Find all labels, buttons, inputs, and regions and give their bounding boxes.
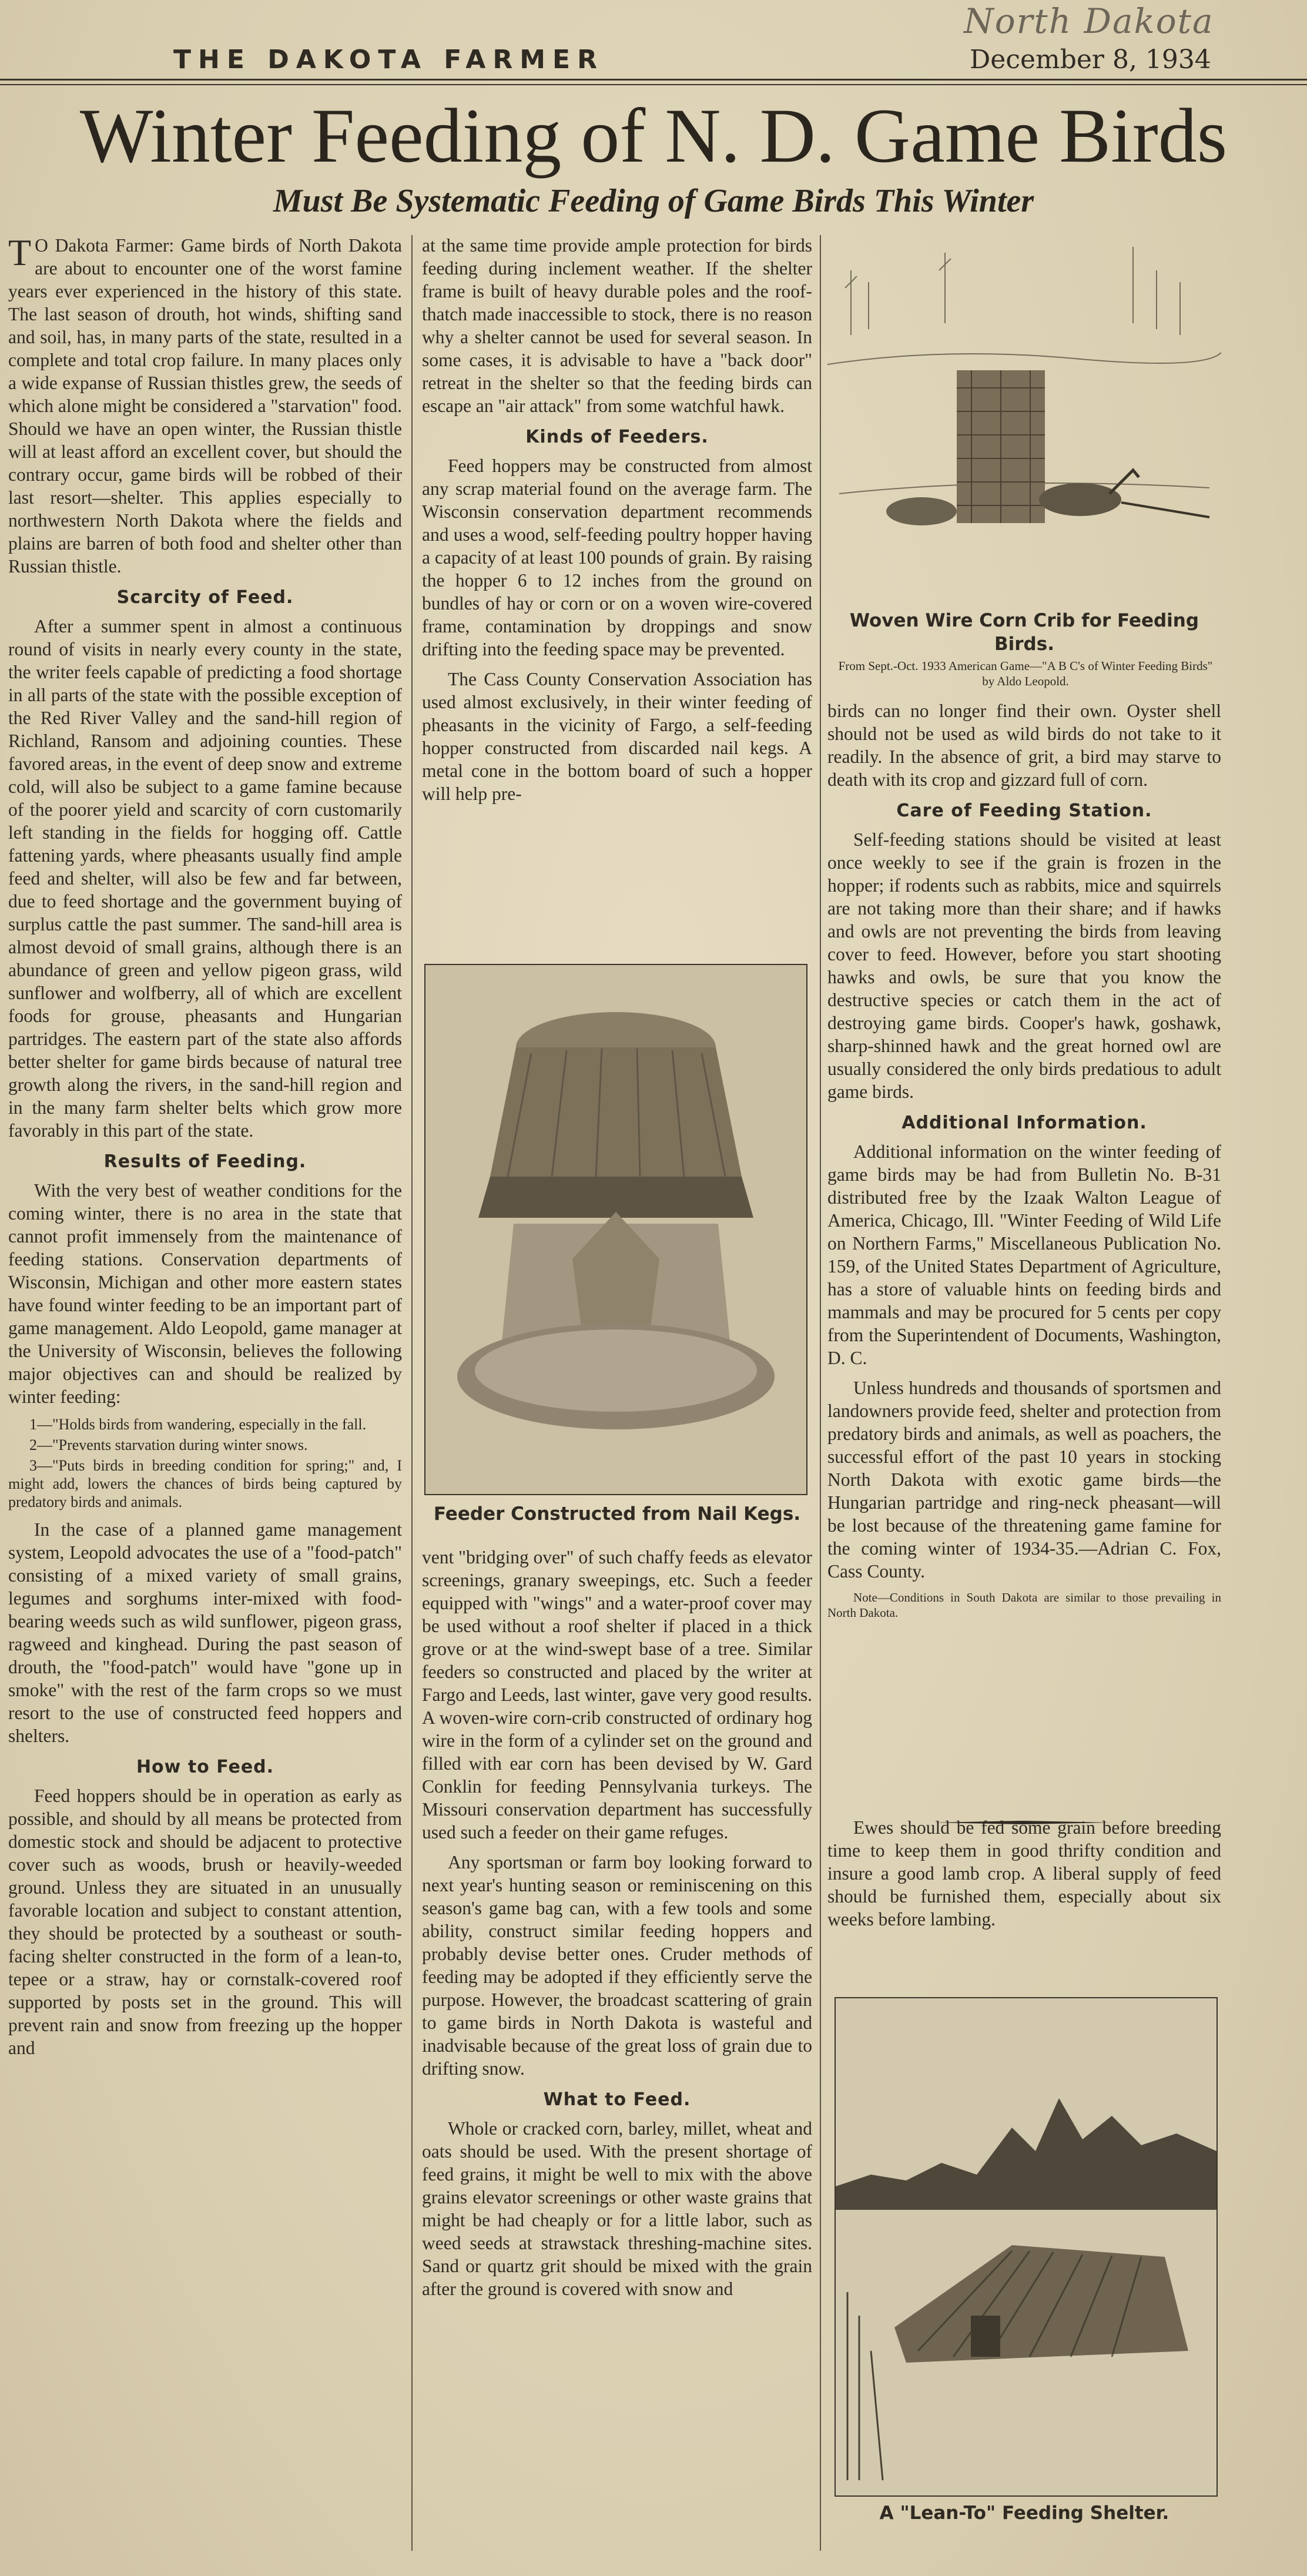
masthead-rule-lower bbox=[0, 84, 1307, 85]
publication-name: THE DAKOTA FARMER bbox=[173, 45, 604, 75]
figure-caption: Feeder Constructed from Nail Kegs. bbox=[433, 1503, 801, 1525]
paragraph: With the very best of weather conditions for the coming winter, there is no area in the state that cannot profit immensely from the maintenance of feeding stations. Conservation departments of Wisconsin, Michigan and other more eastern states have found winter feeding to be an important part of game management. Aldo Leopold, game manager at the University of Wisconsin, believes the following major objectives can and should be realized by winter feeding: bbox=[8, 1180, 402, 1407]
column-2-continued bbox=[422, 1546, 812, 2307]
paragraph: vent "bridging over" of such chaffy feeds as elevator screenings, granary sweepings, etc. Such a feeder equipped with "wings" and a water-proof cover may be used without a roof shelter if placed in a thick grove or at the wind-swept base of a tree. Similar feeders so constructed and placed by the writer at Fargo and Leeds, last winter, gave very good results. A woven-wire corn-crib constructed of ordinary hog wire in the form of a cylinder set on the ground and filled with ear corn has been devised by W. Gard Conklin for feeding Pennsylvania turkeys. The Missouri conservation department has successfully used such a feeder on their game refuges. bbox=[422, 1547, 812, 1843]
masthead bbox=[0, 41, 1307, 82]
drop-cap: T bbox=[8, 232, 32, 273]
paragraph: at the same time provide ample protection for birds feeding during inclement weather. If the shelter frame is built of heavy durable poles and the roof-thatch made inaccessible to stock, there is no reason why a shelter cannot be used for several season. In some cases, it is advisable to have a "back door" retreat in the shelter so that the feeding birds can escape an "air attack" from some watchful hawk. bbox=[422, 235, 812, 416]
column-2 bbox=[422, 234, 812, 812]
article-subheadline: Must Be Systematic Feeding of Game Birds This Winter bbox=[273, 183, 1034, 219]
nail-keg-feeder-photo bbox=[424, 964, 807, 1495]
corn-crib-illustration bbox=[827, 235, 1221, 599]
article-headline: Winter Feeding of N. D. Game Birds bbox=[79, 92, 1228, 179]
paragraph: birds can no longer find their own. Oyster shell should not be used as wild birds do not take to it readily. In the absence of grit, a bird may starve to death with its crop and gizzard full of corn. bbox=[827, 701, 1221, 790]
section-heading: Scarcity of Feed. bbox=[116, 587, 294, 608]
paragraph: T O Dakota Farmer: Game birds of North Dakota are about to encounter one of the worst famine years ever experienced in the history of this state. The last season of drouth, hot winds, shifting sand and soil, has, in many parts of the state, resulted in a complete and total crop failure. In many places only a wide expanse of Russian thistles grew, the seeds of which alone might be considered a "starvation" food. Should we have an open winter, the Russian thistle will at least afford an excellent cover, but should the contrary occur, game birds will be robbed of their last resort—shelter. This applies especially to northwestern North Dakota where the fields and plains are barren of both food and shelter other than Russian thistle. bbox=[8, 232, 402, 577]
column-1 bbox=[8, 234, 402, 2066]
list-item: 3—"Puts birds in breeding condition for spring;" and, I might add, lowers the chances of birds being captured by predatory birds and animals. bbox=[8, 1457, 402, 1510]
list-item: 2—"Prevents starvation during winter snows. bbox=[29, 1436, 308, 1453]
masthead-rule bbox=[0, 79, 1307, 81]
paragraph: Feed hoppers may be constructed from almost any scrap material found on the average farm. The Wisconsin conservation department recommends and uses a wood, self-feeding poultry hopper having a capacity of at least 100 pounds of grain. By raising the hopper 6 to 12 inches from the ground on bundles of hay or corn or on a woven wire-covered frame, contamination by droppings and snow drifting into the feeding space may be prevented. bbox=[422, 455, 812, 659]
column-divider bbox=[820, 235, 821, 2551]
column-3 bbox=[827, 699, 1221, 1627]
column-3-continued bbox=[827, 1816, 1221, 1938]
paragraph: Any sportsman or farm boy looking forward to next year's hunting season or reminiscening on this season's game bag can, with a few tools and some ability, construct similar feeding hoppers and probably devise better ones. Cruder methods of feeding may be adopted if they efficiently serve the purpose. However, the broadcast scattering of grain to game birds in North Dakota is wasteful and inadvisable because of the great loss of grain due to drifting snow. bbox=[422, 1852, 812, 2079]
figure-caption: Woven Wire Corn Crib for Feeding Birds. bbox=[849, 610, 1199, 655]
handwritten-note: North Dakota bbox=[964, 1, 1214, 41]
lean-to-illustration bbox=[836, 1998, 1216, 2495]
section-heading: How to Feed. bbox=[136, 1757, 274, 1777]
paragraph: Additional information on the winter feeding of game birds may be had from Bulletin No. B-31 distributed free by the Izaak Walton League of America, Chicago, Ill. "Winter Feeding of Wild Life on Northern Farms," Miscellaneous Publication No. 159, of the United States Department of Agriculture, has a store of valuable hints on feeding birds and mammals and may be procured for 5 cents per copy from the Superintendent of Documents, Washington, D. C. bbox=[827, 1141, 1221, 1368]
objectives-list bbox=[8, 1415, 402, 1511]
editor-note: Note—Conditions in South Dakota are similar to those prevailing in North Dakota. bbox=[827, 1590, 1221, 1620]
nail-keg-illustration bbox=[425, 965, 806, 1494]
publication-date: December 8, 1934 bbox=[970, 45, 1211, 75]
section-heading: Results of Feeding. bbox=[103, 1151, 307, 1172]
paragraph: Ewes should be fed some grain before breeding time to keep them in good thrifty condition and insure a good lamb crop. A liberal supply of feed should be furnished them, especially about six weeks before lambing. bbox=[827, 1817, 1221, 1930]
column-divider bbox=[411, 235, 413, 2551]
figure-credit: From Sept.-Oct. 1933 American Game—"A B C's of Winter Feeding Birds" by Aldo Leopold. bbox=[838, 659, 1213, 688]
section-heading: What to Feed. bbox=[543, 2089, 691, 2110]
paragraph: Whole or cracked corn, barley, millet, wheat and oats should be used. With the present shortage of feed grains, it might be well to mix with the above grains elevator screenings or other waste grains that might be had cheaply or for a little labor, such as weed seeds at strawstack threshing-machine sites. Sand or quartz grit should be mixed with the grain after the ground is covered with snow and bbox=[422, 2118, 812, 2299]
paragraph: Self-feeding stations should be visited at least once weekly to see if the grain is frozen in the hopper; if rodents such as rabbits, mice and squirrels are not taking more than their share; and if hawks and owls are not preventing the birds from leaving cover to feed. However, before you start shooting hawks and owls, be sure that you know the destructive species or catch them in the act of destroying game birds. Cooper's hawk, goshawk, sharp-shinned hawk and the great horned owl are usually considered the only birds predatious to adult game birds. bbox=[827, 829, 1221, 1102]
paragraph: In the case of a planned game management system, Leopold advocates the use of a "food-patch" consisting of a mixed variety of small grains, legumes and sorghums inter-mixed with food-bearing weeds such as wild sunflower, pigeon grass, ragweed and kinghead. During the past season of drouth, the "food-patch" would have "gone up in smoke" with the rest of the farm crops so we must resort to the use of constructed feed hoppers and shelters. bbox=[8, 1519, 402, 1746]
section-heading: Care of Feeding Station. bbox=[896, 800, 1152, 821]
paragraph: Feed hoppers should be in operation as early as possible, and should by all means be protected from domestic stock and should be adjacent to protective cover such as woods, brush or heavily-weeded ground. Unless they are situated in an unusually favorable location and subject to constant attention, they should be protected by a southeast or south-facing shelter constructed in the form of a lean-to, tepee or a straw, hay or cornstalk-covered roof supported by posts set in the ground. This will prevent rain and snow from freezing up the hopper and bbox=[8, 1786, 402, 2058]
corn-crib-drawing bbox=[827, 235, 1221, 599]
list-item: 1—"Holds birds from wandering, especially in the fall. bbox=[29, 1416, 367, 1433]
section-heading: Kinds of Feeders. bbox=[525, 427, 709, 447]
paragraph: After a summer spent in almost a continuous round of visits in nearly every county in the state, the writer feels capable of predicting a food shortage in all parts of the state with the possible exception of the Red River Valley and the sand-hill region of Richland, Ransom and adjoining counties. These favored areas, in the event of deep snow and extreme cold, will also be subject to a game famine because of the poorer yield and scarcity of corn customarily left standing in the fields for hogging off. Cattle fattening yards, where pheasants usually find ample feed and shelter, will also be few and far between, due to feed shortage and the government buying of surplus cattle the past summer. The sand-hill area is almost devoid of small grains, although there is an abundance of green and yellow pigeon grass, wild sunflower and wolfberry, all of which are excellent foods for grouse, pheasants and Hungarian partridges. The eastern part of the state also affords better shelter for game birds because of natural tree growth along the rivers, in the sand-hill region and in the many farm shelter belts which grow more favorably in this part of the state. bbox=[8, 616, 402, 1141]
figure-caption: A "Lean-To" Feeding Shelter. bbox=[879, 2503, 1169, 2524]
section-heading: Additional Information. bbox=[902, 1113, 1147, 1133]
lean-to-shelter-photo bbox=[835, 1997, 1218, 2497]
paragraph: The Cass County Conservation Association has used almost exclusively, in their winter feeding of pheasants in the vicinity of Fargo, a self-feeding hopper constructed from discarded nail kegs. A metal cone in the bottom board of such a hopper will help pre- bbox=[422, 669, 812, 804]
paragraph: Unless hundreds and thousands of sportsmen and landowners provide feed, shelter and protection from predatory birds and animals, as well as poachers, the successful effort of the past 10 years in stocking North Dakota with exotic game birds—the Hungarian partridge and ring-neck pheasant—will be lost because of the threatening game famine for the coming winter of 1934-35.—Adrian C. Fox, Cass County. bbox=[827, 1378, 1221, 1582]
